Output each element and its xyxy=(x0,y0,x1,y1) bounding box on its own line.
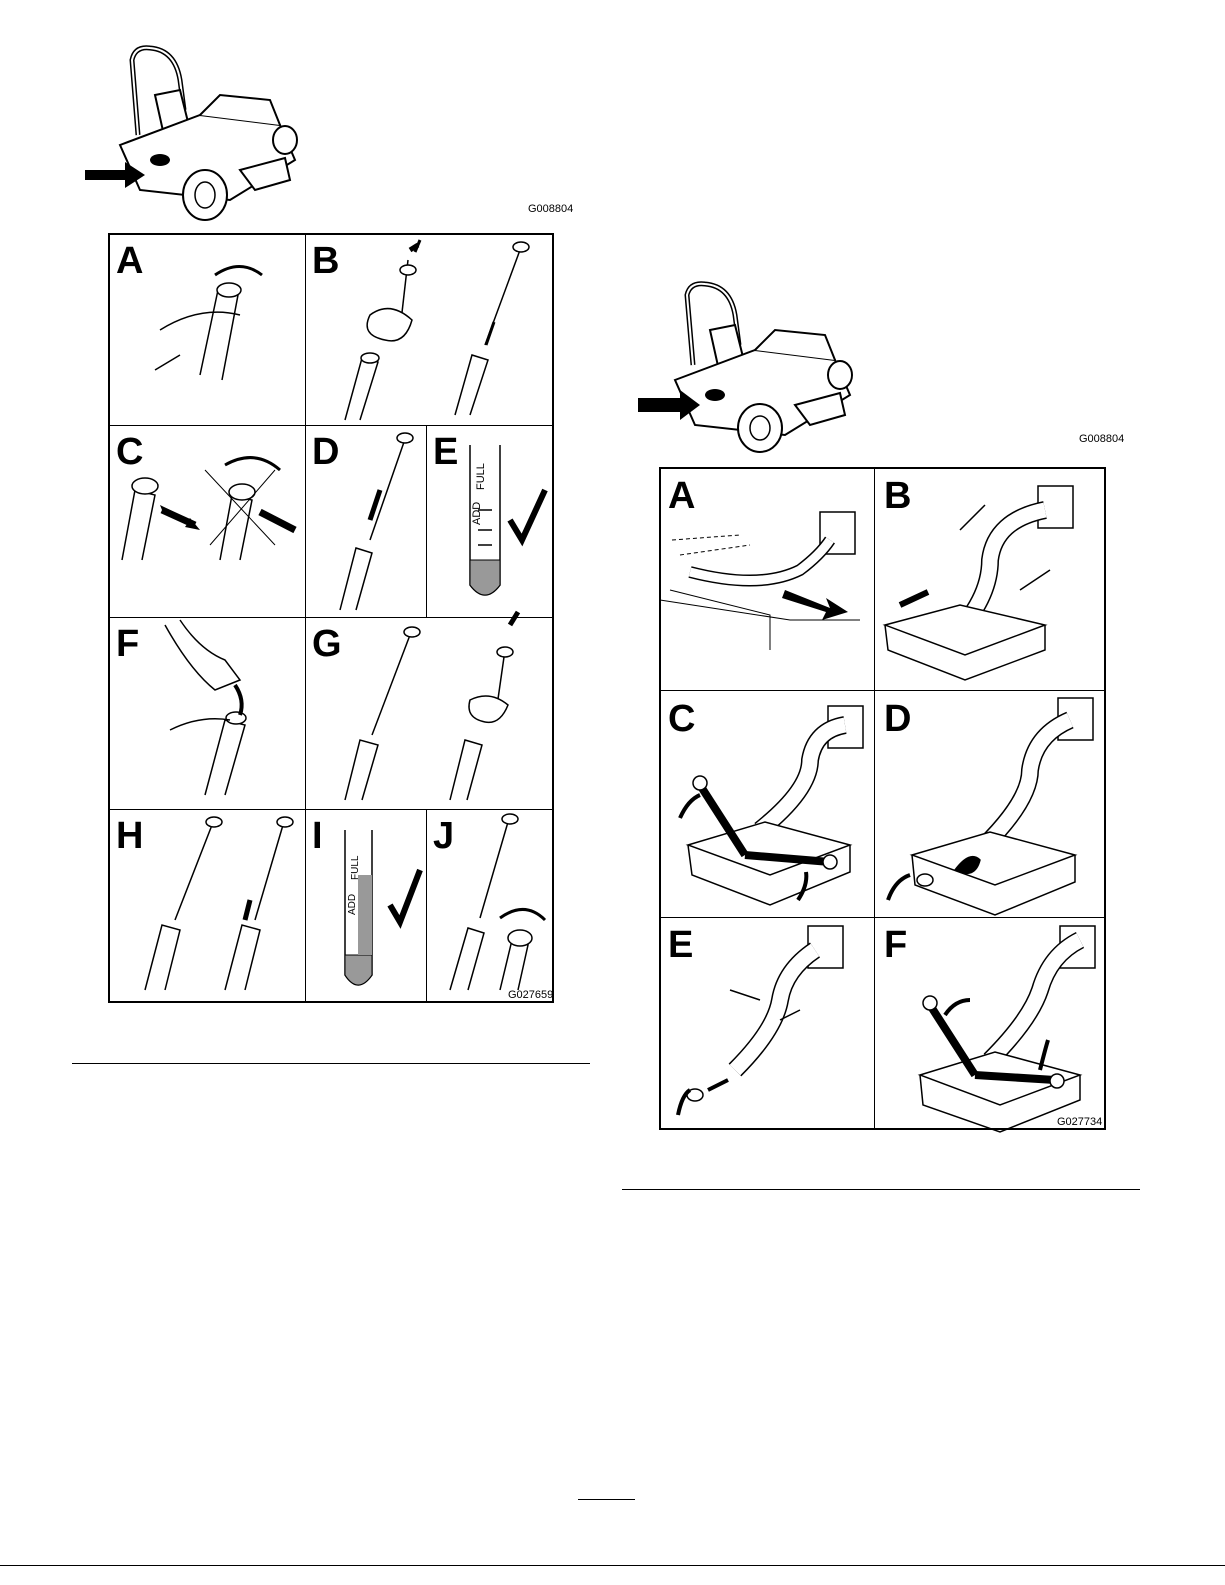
dipstick-mark-full: FULL xyxy=(475,463,487,490)
panel-letter: F xyxy=(884,924,908,966)
figure-code: G027734 xyxy=(1057,1116,1103,1128)
dipstick-mark-full: FULL xyxy=(350,855,361,880)
page-bottom-rule xyxy=(0,1565,1225,1566)
panel-letter: C xyxy=(668,698,696,740)
figure-code: G027659 xyxy=(508,989,554,1001)
panel-letter: D xyxy=(884,698,912,740)
panel-letter: C xyxy=(116,431,144,473)
panel-letter: A xyxy=(116,240,144,282)
panel-letter: B xyxy=(312,240,340,282)
panel-letter: I xyxy=(312,815,323,857)
panel-letter: B xyxy=(884,475,912,517)
section-rule xyxy=(622,1189,1140,1190)
panel-letter: G xyxy=(312,623,342,665)
panel-letter: J xyxy=(433,815,455,857)
panel-letter: H xyxy=(116,815,144,857)
panel-letter: E xyxy=(433,431,459,473)
panel-letter: A xyxy=(668,475,696,517)
dipstick-mark-add: ADD xyxy=(471,501,483,525)
page-number-rule xyxy=(578,1499,635,1500)
panel-letter: E xyxy=(668,924,694,966)
panel-letter: D xyxy=(312,431,340,473)
panel-letter: F xyxy=(116,623,140,665)
dipstick-mark-add: ADD xyxy=(347,893,358,915)
figure-code: G008804 xyxy=(1079,433,1125,445)
figure-code: G008804 xyxy=(528,203,574,215)
